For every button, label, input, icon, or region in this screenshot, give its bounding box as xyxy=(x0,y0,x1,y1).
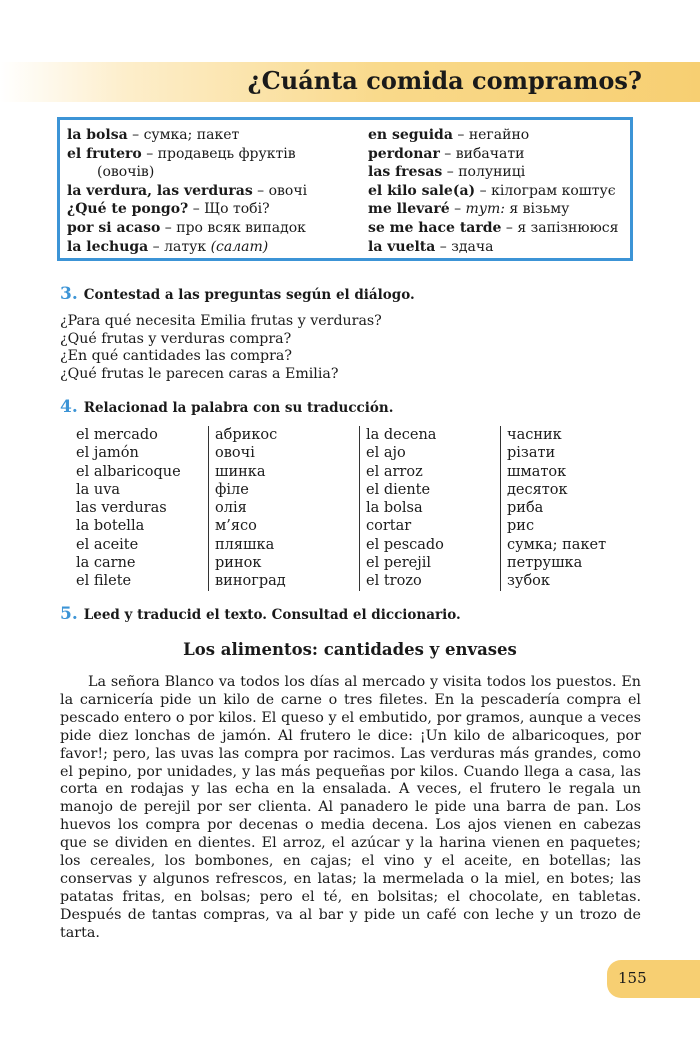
matching-row xyxy=(70,481,623,499)
vocab-item: ¿Qué te pongo? – Що тобі? xyxy=(67,201,270,218)
exercise-number: 5. xyxy=(60,604,78,624)
matching-row xyxy=(70,517,623,535)
spanish-word: las verduras xyxy=(76,500,167,517)
spanish-word: el jamón xyxy=(76,445,139,462)
ukrainian-word: десяток xyxy=(501,481,624,499)
vocab-item: se me hace tarde – я запізнююся xyxy=(368,219,619,236)
spanish-word: el trozo xyxy=(360,572,501,590)
vocab-item: el frutero – продавець фруктів xyxy=(67,145,296,162)
question: ¿Qué frutas y verduras compra? xyxy=(60,330,292,347)
spanish-word: la botella xyxy=(76,518,145,535)
ukrainian-word: петрушка xyxy=(501,554,624,572)
matching-row xyxy=(70,554,623,572)
exercise-5-heading xyxy=(60,604,461,624)
vocabulary-box xyxy=(57,117,633,261)
vocab-item: la vuelta – здача xyxy=(368,238,494,255)
ukrainian-word: овочі xyxy=(209,444,360,462)
exercise-4-heading xyxy=(60,397,393,417)
reading-text: La señora Blanco va todos los días al mercado y visita todos los puestos. En la carnicería pide un kilo de carne o tres filetes. En la pescadería compra el pescado entero o por kilos. El queso y el embutido, por gramos, aunque a veces pide diez lonchas de jamón. Al frutero le dice: ¡Un kilo de albaricoques, por favor!; pero, las uvas las compra por racimos. Las verduras más grandes, como el pepino, por unidades, y las más pequeñas por kilos. Cuando llega a casa, las corta en rodajas y las echa en la ensalada. A veces, el frutero le regala un manojo de perejil por ser clienta. Al panadero le pide una barra de pan. Los huevos los compra por decenas o media decena. Los ajos vienen en cabezas que se dividen en dientes. El arroz, el azúcar y la harina vienen en paquetes; los cereales, los bombones, en cajas; el vino y el aceite, en botellas; las conservas y algunos refrescos, en latas; la mermelada o la miel, en botes; las patatas fritas, en bolsas; pero el té, en bolsitas; el chocolate, en tabletas. Después de tantas compras, va al bar y pide un café con leche y un trozo de tarta. xyxy=(60,674,641,941)
spanish-word: el albaricoque xyxy=(76,463,181,480)
ukrainian-word: сумка; пакет xyxy=(501,536,624,554)
spanish-word: cortar xyxy=(360,517,501,535)
spanish-word: el aceite xyxy=(76,536,139,553)
matching-row xyxy=(70,444,623,462)
vocab-item: en seguida – негайно xyxy=(368,127,530,143)
spanish-word: la decena xyxy=(360,426,501,444)
vocab-item: la verdura, las verduras – овочі xyxy=(67,182,308,199)
page-number: 155 xyxy=(618,969,647,987)
question-list xyxy=(60,313,382,383)
spanish-word: la carne xyxy=(76,555,136,572)
spanish-word: el diente xyxy=(360,481,501,499)
ukrainian-word: виноград xyxy=(209,572,360,590)
vocabulary-right-column xyxy=(368,126,630,256)
spanish-word: el filete xyxy=(76,573,132,590)
ukrainian-word: риба xyxy=(501,499,624,517)
vocab-item-continuation: (овочів) xyxy=(97,164,155,181)
question: ¿Para qué necesita Emilia frutas y verduras? xyxy=(60,313,382,329)
matching-row xyxy=(70,463,623,481)
ukrainian-word: зубок xyxy=(501,572,624,590)
exercise-instruction: Contestad a las preguntas según el diálogo. xyxy=(83,287,415,303)
exercise-instruction: Relacionad la palabra con su traducción. xyxy=(83,400,394,416)
spanish-word: la uva xyxy=(76,481,121,498)
matching-table xyxy=(70,426,623,591)
spanish-word: la bolsa xyxy=(360,499,501,517)
exercise-3-heading xyxy=(60,284,415,304)
exercise-number: 4. xyxy=(60,397,78,417)
vocab-item: me llevaré – тут: я візьму xyxy=(368,201,570,218)
vocab-item: la bolsa – сумка; пакет xyxy=(67,127,240,143)
spanish-word: el mercado xyxy=(76,427,158,443)
ukrainian-word: рис xyxy=(501,517,624,535)
matching-row xyxy=(70,536,623,554)
spanish-word: el arroz xyxy=(360,463,501,481)
vocab-item: por si acaso – про всяк випадок xyxy=(67,219,306,236)
vocab-item: la lechuga – латук (салат) xyxy=(67,238,269,255)
ukrainian-word: шинка xyxy=(209,463,360,481)
ukrainian-word: різати xyxy=(501,444,624,462)
page-title: ¿Cuánta comida compramos? xyxy=(247,66,642,95)
spanish-word: el pescado xyxy=(360,536,501,554)
ukrainian-word: абрикос xyxy=(209,426,360,444)
matching-row xyxy=(70,572,623,590)
vocabulary-left-column xyxy=(67,126,367,256)
reading-title: Los alimentos: cantidades y envases xyxy=(183,640,517,659)
spanish-word: el perejil xyxy=(360,554,501,572)
matching-row xyxy=(70,499,623,517)
ukrainian-word: м’ясо xyxy=(209,517,360,535)
question: ¿Qué frutas le parecen caras a Emilia? xyxy=(60,365,339,382)
ukrainian-word: шматок xyxy=(501,463,624,481)
ukrainian-word: філе xyxy=(209,481,360,499)
question: ¿En qué cantidades las compra? xyxy=(60,348,292,365)
matching-row xyxy=(70,426,623,444)
vocab-item: el kilo sale(a) – кілограм коштує xyxy=(368,182,616,199)
exercise-number: 3. xyxy=(60,284,78,304)
vocab-item: perdonar – вибачати xyxy=(368,145,525,162)
ukrainian-word: ринок xyxy=(209,554,360,572)
spanish-word: el ajo xyxy=(360,444,501,462)
ukrainian-word: часник xyxy=(501,426,624,444)
vocab-item: las fresas – полуниці xyxy=(368,164,526,181)
ukrainian-word: олія xyxy=(209,499,360,517)
ukrainian-word: пляшка xyxy=(209,536,360,554)
exercise-instruction: Leed y traducid el texto. Consultad el diccionario. xyxy=(83,607,461,623)
